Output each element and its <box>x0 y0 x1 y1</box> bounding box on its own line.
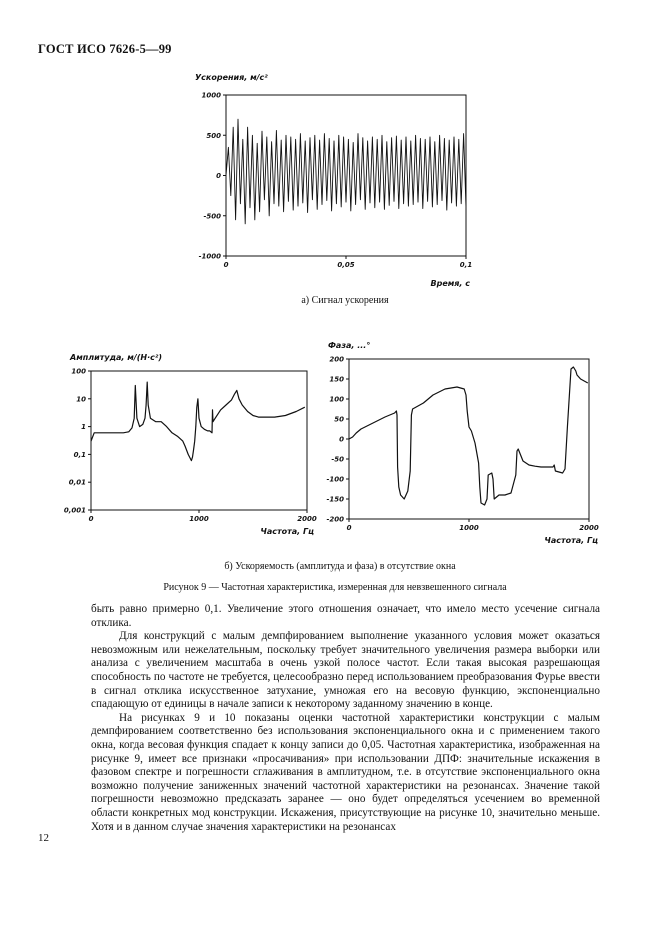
x-tick-label: 0 <box>346 524 352 532</box>
y-tick-label: 50 <box>334 415 344 424</box>
y-axis-label: Фаза, ...° <box>328 341 371 350</box>
subcaption-b: б) Ускоряемость (амплитуда и фаза) в отсутствие окна <box>224 561 456 572</box>
x-tick-label: 2000 <box>579 524 599 532</box>
x-axis-label: Частота, Гц <box>544 536 598 545</box>
body-text <box>91 603 600 834</box>
y-tick-label: -100 <box>326 475 344 484</box>
x-tick-label: 1000 <box>189 515 209 523</box>
y-tick-label: 0,01 <box>68 478 86 487</box>
figure-caption: Рисунок 9 — Частотная характеристика, измеренная для невзвешенного сигнала <box>163 582 507 593</box>
page-number: 12 <box>38 832 49 844</box>
y-axis-label: Амплитуда, м/(Н·с²) <box>70 353 163 362</box>
x-tick-label: 0,1 <box>459 261 473 269</box>
y-tick-label: -50 <box>331 455 344 464</box>
document-header: ГОСТ ИСО 7626-5—99 <box>38 42 172 56</box>
y-tick-label: 0 <box>216 172 221 180</box>
y-tick-label: 0,001 <box>63 506 86 515</box>
series-line <box>349 367 588 505</box>
x-tick-label: 0 <box>88 515 94 523</box>
x-tick-label: 0 <box>223 261 229 269</box>
plot-frame <box>349 359 589 519</box>
subcaption-a: а) Сигнал ускорения <box>301 295 389 306</box>
x-tick-label: 0,05 <box>337 261 355 269</box>
y-tick-label: 200 <box>329 355 344 364</box>
paragraph: быть равно примерно 0,1. Увеличение этого отношения означает, что имело место усечение сигнала отклика. <box>91 603 600 629</box>
y-tick-label: 0,1 <box>73 450 86 459</box>
y-tick-label: -1000 <box>198 252 221 261</box>
x-axis-label: Время, с <box>430 279 470 288</box>
y-axis-label: Ускорения, м/с² <box>195 73 268 82</box>
y-tick-label: -500 <box>203 212 221 221</box>
x-tick-label: 1000 <box>459 524 479 532</box>
y-tick-label: 500 <box>206 131 221 140</box>
y-tick-label: -150 <box>326 495 344 504</box>
y-tick-label: 1 <box>81 423 86 432</box>
paragraph: Для конструкций с малым демпфированием выполнение указанного условия может оказаться невозможным или нежелательным, поскольку требует значительного увеличения размера выборки или анализа с увеличением масштаба в очень узкой полосе частот. Если такая высокая разрешающая способность по частоте не требуется, целесообразно перед использованием преобразования Фурье ввести в сигнал отклика искусственное затухание, умножая его на весовую функцию, экспоненциально спадающую от единицы в начале записи к некоторому заданному значению в конце. <box>91 630 600 711</box>
y-tick-label: 150 <box>329 375 344 384</box>
y-tick-label: -200 <box>326 515 344 524</box>
y-tick-label: 1000 <box>201 91 221 100</box>
y-tick-label: 10 <box>76 395 86 404</box>
x-tick-label: 2000 <box>297 515 317 523</box>
y-tick-label: 100 <box>329 395 344 404</box>
y-tick-label: 100 <box>71 367 86 376</box>
y-tick-label: 0 <box>339 435 344 444</box>
x-axis-label: Частота, Гц <box>260 527 314 536</box>
paragraph: На рисунках 9 и 10 показаны оценки частотной характеристики конструкции с малым демпфированием соответственно без использования экспоненциального окна и с применением такого окна, когда весовая функция спадает к концу записи до 0,05. Частотная характеристика, изображенная на рисунке 9, имеет все признаки «просачивания» при использовании ДПФ: значительные искажения в фазовом спектре и погрешности сглаживания в амплитудном, т.е. в отсутствие экспоненциального окна возможно получение заниженных значений частотной характеристики на резонансах. Значение такой погрешности невозможно предсказать заранее — оно будет определяться усечением во временной области конкретных мод конструкции. Искажения, присутствующие на рисунке 10, значительно меньше. Хотя и в данном случае значения характеристики на резонансах <box>91 711 600 833</box>
